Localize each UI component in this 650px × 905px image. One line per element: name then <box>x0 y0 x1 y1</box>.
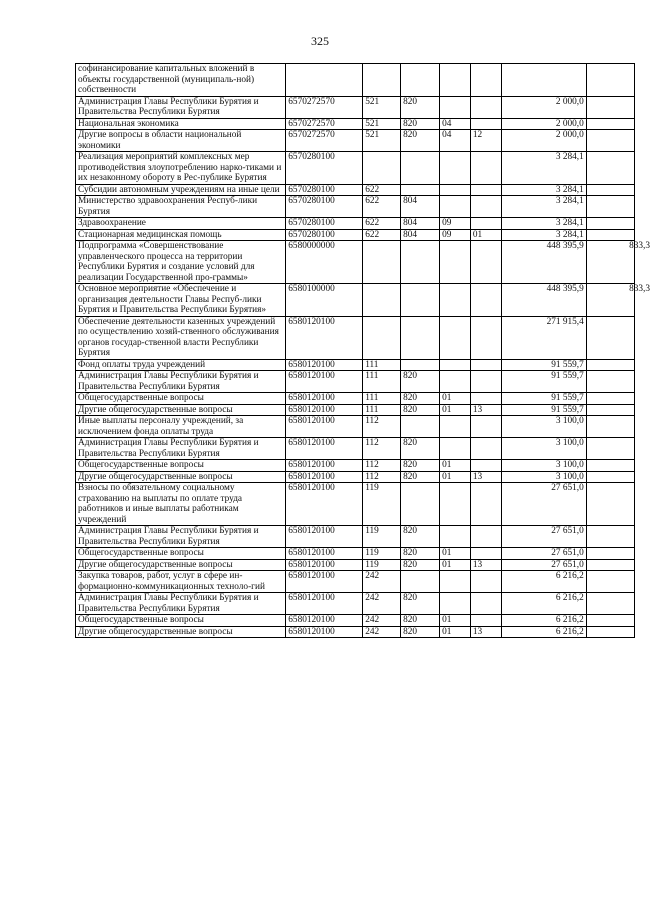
subsection-cell <box>470 184 501 196</box>
secondary-amount-cell <box>586 526 634 548</box>
department-code-cell: 820 <box>401 615 440 627</box>
section-cell: 01 <box>440 548 471 560</box>
subsection-cell <box>470 548 501 560</box>
table-row <box>76 371 635 393</box>
subsection-cell <box>470 393 501 405</box>
expense-type-cell: 119 <box>363 559 401 571</box>
expense-type-cell: 242 <box>363 615 401 627</box>
section-cell <box>440 483 471 526</box>
row-name-cell: Министерство здравоохранения Респуб-лики Бурятия <box>76 196 286 218</box>
amount-cell: 3 284,1 <box>501 152 586 185</box>
amount-cell: 2 000,0 <box>501 96 586 118</box>
amount-cell: 3 100,0 <box>501 460 586 472</box>
secondary-amount-cell <box>586 548 634 560</box>
expense-type-cell: 111 <box>363 359 401 371</box>
secondary-amount-cell <box>586 571 634 593</box>
section-cell <box>440 284 471 317</box>
section-cell: 04 <box>440 130 471 152</box>
target-article-cell: 6570280100 <box>286 229 363 241</box>
expense-type-cell: 521 <box>363 118 401 130</box>
department-code-cell: 820 <box>401 526 440 548</box>
table-row <box>76 96 635 118</box>
budget-table <box>75 63 650 638</box>
section-cell: 04 <box>440 118 471 130</box>
table-row <box>76 218 635 230</box>
table-row <box>76 393 635 405</box>
secondary-amount-cell <box>586 626 634 638</box>
expense-type-cell: 119 <box>363 548 401 560</box>
secondary-amount-cell <box>586 483 634 526</box>
section-cell: 01 <box>440 460 471 472</box>
amount-cell <box>501 64 586 97</box>
section-cell <box>440 184 471 196</box>
target-article-cell: 6580120100 <box>286 571 363 593</box>
expense-type-cell: 242 <box>363 571 401 593</box>
target-article-cell: 6580000000 <box>286 241 363 284</box>
row-name-cell: Администрация Главы Республики Бурятия и Правительства Республики Бурятия <box>76 526 286 548</box>
target-article-cell <box>286 64 363 97</box>
table-row <box>76 416 635 438</box>
row-name-cell: Здравоохранение <box>76 218 286 230</box>
amount-cell: 3 100,0 <box>501 471 586 483</box>
expense-type-cell: 112 <box>363 460 401 472</box>
secondary-amount-cell <box>586 96 634 118</box>
row-name-cell: Другие общегосударственные вопросы <box>76 559 286 571</box>
section-cell: 01 <box>440 559 471 571</box>
department-code-cell <box>401 184 440 196</box>
amount-cell: 6 216,2 <box>501 593 586 615</box>
department-code-cell <box>401 483 440 526</box>
secondary-amount: 833,3 <box>629 241 650 251</box>
target-article-cell: 6580120100 <box>286 526 363 548</box>
secondary-amount-cell <box>586 284 650 317</box>
secondary-amount-cell <box>586 393 634 405</box>
department-code-cell <box>401 359 440 371</box>
subsection-cell: 12 <box>470 130 501 152</box>
target-article-cell: 6570280100 <box>286 196 363 218</box>
department-code-cell: 820 <box>401 548 440 560</box>
target-article-cell: 6580120100 <box>286 404 363 416</box>
expense-type-cell <box>363 284 401 317</box>
subsection-cell: 01 <box>470 229 501 241</box>
row-name-cell: Фонд оплаты труда учреждений <box>76 359 286 371</box>
table-row <box>76 152 635 185</box>
amount-cell: 6 216,2 <box>501 571 586 593</box>
table-row <box>76 471 635 483</box>
department-code-cell: 820 <box>401 593 440 615</box>
subsection-cell <box>470 526 501 548</box>
section-cell: 09 <box>440 218 471 230</box>
section-cell <box>440 241 471 284</box>
amount-cell: 3 284,1 <box>501 196 586 218</box>
subsection-cell <box>470 371 501 393</box>
row-name-cell: Администрация Главы Республики Бурятия и Правительства Республики Бурятия <box>76 96 286 118</box>
subsection-cell <box>470 483 501 526</box>
section-cell <box>440 416 471 438</box>
expense-type-cell: 111 <box>363 404 401 416</box>
amount-cell: 3 284,1 <box>501 218 586 230</box>
expense-type-cell: 112 <box>363 416 401 438</box>
row-name-cell: Общегосударственные вопросы <box>76 460 286 472</box>
amount-cell: 3 100,0 <box>501 416 586 438</box>
department-code-cell: 820 <box>401 393 440 405</box>
subsection-cell <box>470 460 501 472</box>
target-article-cell: 6570272570 <box>286 130 363 152</box>
table-row <box>76 64 635 97</box>
target-article-cell: 6580120100 <box>286 593 363 615</box>
amount-cell: 2 000,0 <box>501 130 586 152</box>
row-name-cell: Взносы по обязательному социальному страхованию на выплаты по оплате труда работников и иные выплаты работникам учреждений <box>76 483 286 526</box>
secondary-amount-cell <box>586 416 634 438</box>
row-name-cell: Стационарная медицинская помощь <box>76 229 286 241</box>
row-name-cell: Реализация мероприятий комплексных мер противодействия злоупотреблению нарко-тиками и их незаконному обороту в Рес-публике Бурятия <box>76 152 286 185</box>
secondary-amount-cell <box>586 218 634 230</box>
amount-cell: 27 651,0 <box>501 559 586 571</box>
department-code-cell: 820 <box>401 371 440 393</box>
department-code-cell: 820 <box>401 460 440 472</box>
amount-cell: 91 559,7 <box>501 393 586 405</box>
section-cell <box>440 438 471 460</box>
row-name-cell: Подпрограмма «Совершенствование управленческого процесса на территории Республики Бурятия и создание условий для реализации Государственной про-граммы» <box>76 241 286 284</box>
subsection-cell <box>470 241 501 284</box>
subsection-cell <box>470 218 501 230</box>
table-row <box>76 571 635 593</box>
row-name-cell: Другие вопросы в области национальной экономики <box>76 130 286 152</box>
table-row <box>76 548 635 560</box>
row-name-cell: Общегосударственные вопросы <box>76 548 286 560</box>
department-code-cell <box>401 241 440 284</box>
department-code-cell <box>401 152 440 185</box>
subsection-cell <box>470 593 501 615</box>
expense-type-cell: 111 <box>363 393 401 405</box>
section-cell <box>440 526 471 548</box>
page-number: 325 <box>311 34 329 48</box>
table-row <box>76 118 635 130</box>
department-code-cell: 820 <box>401 559 440 571</box>
row-name-cell: Администрация Главы Республики Бурятия и Правительства Республики Бурятия <box>76 438 286 460</box>
target-article-cell: 6580120100 <box>286 559 363 571</box>
target-article-cell: 6570272570 <box>286 96 363 118</box>
secondary-amount-cell <box>586 196 634 218</box>
section-cell <box>440 593 471 615</box>
row-name-cell: Администрация Главы Республики Бурятия и Правительства Республики Бурятия <box>76 371 286 393</box>
secondary-amount-cell <box>586 152 634 185</box>
row-name-cell: Иные выплаты персоналу учреждений, за исключением фонда оплаты труда <box>76 416 286 438</box>
subsection-cell <box>470 118 501 130</box>
section-cell: 01 <box>440 471 471 483</box>
section-cell <box>440 371 471 393</box>
target-article-cell: 6580120100 <box>286 438 363 460</box>
expense-type-cell <box>363 316 401 359</box>
target-article-cell: 6580100000 <box>286 284 363 317</box>
section-cell <box>440 64 471 97</box>
secondary-amount-cell <box>586 593 634 615</box>
section-cell: 09 <box>440 229 471 241</box>
expense-type-cell <box>363 241 401 284</box>
subsection-cell <box>470 316 501 359</box>
subsection-cell <box>470 64 501 97</box>
target-article-cell: 6580120100 <box>286 460 363 472</box>
target-article-cell: 6570272570 <box>286 118 363 130</box>
target-article-cell: 6580120100 <box>286 316 363 359</box>
amount-cell: 3 100,0 <box>501 438 586 460</box>
expense-type-cell: 521 <box>363 96 401 118</box>
table-row <box>76 196 635 218</box>
department-code-cell: 820 <box>401 96 440 118</box>
amount-cell: 91 559,7 <box>501 359 586 371</box>
row-name-cell: Обеспечение деятельности казенных учреждений по осуществлению хозяй-ственного обслуживания органов государ-ственной власти Республики Бурятия <box>76 316 286 359</box>
section-cell <box>440 316 471 359</box>
department-code-cell: 804 <box>401 196 440 218</box>
secondary-amount-cell <box>586 371 634 393</box>
secondary-amount-cell <box>586 118 634 130</box>
subsection-cell: 13 <box>470 626 501 638</box>
expense-type-cell: 622 <box>363 184 401 196</box>
target-article-cell: 6580120100 <box>286 471 363 483</box>
amount-cell: 91 559,7 <box>501 371 586 393</box>
table-row <box>76 438 635 460</box>
department-code-cell <box>401 416 440 438</box>
target-article-cell: 6580120100 <box>286 359 363 371</box>
expense-type-cell: 242 <box>363 626 401 638</box>
amount-cell: 448 395,9 <box>501 284 586 317</box>
table-row <box>76 615 635 627</box>
subsection-cell <box>470 615 501 627</box>
target-article-cell: 6570280100 <box>286 218 363 230</box>
section-cell: 01 <box>440 393 471 405</box>
section-cell: 01 <box>440 626 471 638</box>
department-code-cell: 804 <box>401 218 440 230</box>
table-row <box>76 229 635 241</box>
section-cell <box>440 196 471 218</box>
expense-type-cell: 112 <box>363 438 401 460</box>
secondary-amount-cell <box>586 471 634 483</box>
expense-type-cell: 119 <box>363 526 401 548</box>
target-article-cell: 6580120100 <box>286 416 363 438</box>
row-name-cell: Администрация Главы Республики Бурятия и Правительства Республики Бурятия <box>76 593 286 615</box>
row-name-cell: Общегосударственные вопросы <box>76 615 286 627</box>
secondary-amount-cell <box>586 438 634 460</box>
secondary-amount-cell <box>586 615 634 627</box>
secondary-amount-cell <box>586 460 634 472</box>
table-row <box>76 359 635 371</box>
amount-cell: 27 651,0 <box>501 483 586 526</box>
table-row <box>76 483 635 526</box>
row-name-cell: Другие общегосударственные вопросы <box>76 404 286 416</box>
section-cell: 01 <box>440 615 471 627</box>
secondary-amount-cell <box>586 130 634 152</box>
subsection-cell <box>470 152 501 185</box>
amount-cell: 3 284,1 <box>501 184 586 196</box>
target-article-cell: 6570280100 <box>286 152 363 185</box>
section-cell <box>440 359 471 371</box>
section-cell <box>440 571 471 593</box>
table-row <box>76 316 635 359</box>
department-code-cell: 820 <box>401 118 440 130</box>
target-article-cell: 6580120100 <box>286 393 363 405</box>
amount-cell: 271 915,4 <box>501 316 586 359</box>
subsection-cell <box>470 571 501 593</box>
expense-type-cell: 119 <box>363 483 401 526</box>
secondary-amount-cell <box>586 229 634 241</box>
department-code-cell: 804 <box>401 229 440 241</box>
expense-type-cell: 242 <box>363 593 401 615</box>
expense-type-cell: 521 <box>363 130 401 152</box>
target-article-cell: 6580120100 <box>286 371 363 393</box>
subsection-cell <box>470 196 501 218</box>
secondary-amount-cell <box>586 184 634 196</box>
target-article-cell: 6570280100 <box>286 184 363 196</box>
expense-type-cell: 112 <box>363 471 401 483</box>
subsection-cell <box>470 416 501 438</box>
target-article-cell: 6580120100 <box>286 626 363 638</box>
secondary-amount-cell <box>586 359 634 371</box>
table-row <box>76 130 635 152</box>
budget-table-body <box>76 64 650 638</box>
table-row <box>76 184 635 196</box>
amount-cell: 448 395,9 <box>501 241 586 284</box>
expense-type-cell: 622 <box>363 196 401 218</box>
row-name-cell: Национальная экономика <box>76 118 286 130</box>
table-row <box>76 460 635 472</box>
row-name-cell: Закупка товаров, работ, услуг в сфере ин-формационно-коммуникационных техноло-гий <box>76 571 286 593</box>
department-code-cell: 820 <box>401 404 440 416</box>
row-name-cell: Общегосударственные вопросы <box>76 393 286 405</box>
subsection-cell <box>470 284 501 317</box>
department-code-cell <box>401 64 440 97</box>
section-cell <box>440 96 471 118</box>
amount-cell: 3 284,1 <box>501 229 586 241</box>
table-row <box>76 284 635 317</box>
table-row <box>76 626 635 638</box>
row-name-cell: софинансирование капитальных вложений в объекты государственной (муниципаль-ной) собственности <box>76 64 286 97</box>
row-name-cell: Другие общегосударственные вопросы <box>76 471 286 483</box>
amount-cell: 2 000,0 <box>501 118 586 130</box>
row-name-cell: Субсидии автономным учреждениям на иные цели <box>76 184 286 196</box>
table-row <box>76 404 635 416</box>
department-code-cell: 820 <box>401 626 440 638</box>
subsection-cell <box>470 438 501 460</box>
table-row <box>76 593 635 615</box>
expense-type-cell: 622 <box>363 229 401 241</box>
row-name-cell: Основное мероприятие «Обеспечение и организация деятельности Главы Респуб-лики Бурятия и Правительства Республики Бурятия» <box>76 284 286 317</box>
section-cell: 01 <box>440 404 471 416</box>
row-name-cell: Другие общегосударственные вопросы <box>76 626 286 638</box>
subsection-cell: 13 <box>470 404 501 416</box>
department-code-cell: 820 <box>401 471 440 483</box>
expense-type-cell <box>363 152 401 185</box>
subsection-cell <box>470 96 501 118</box>
table-row <box>76 241 635 284</box>
amount-cell: 27 651,0 <box>501 548 586 560</box>
secondary-amount-cell <box>586 316 634 359</box>
secondary-amount-cell <box>586 404 634 416</box>
department-code-cell <box>401 316 440 359</box>
subsection-cell <box>470 359 501 371</box>
amount-cell: 6 216,2 <box>501 626 586 638</box>
secondary-amount-cell <box>586 241 650 284</box>
target-article-cell: 6580120100 <box>286 548 363 560</box>
department-code-cell <box>401 571 440 593</box>
subsection-cell: 13 <box>470 559 501 571</box>
secondary-amount-cell <box>586 64 634 97</box>
amount-cell: 91 559,7 <box>501 404 586 416</box>
table-row <box>76 559 635 571</box>
subsection-cell: 13 <box>470 471 501 483</box>
expense-type-cell: 111 <box>363 371 401 393</box>
expense-type-cell <box>363 64 401 97</box>
department-code-cell: 820 <box>401 130 440 152</box>
amount-cell: 27 651,0 <box>501 526 586 548</box>
department-code-cell: 820 <box>401 438 440 460</box>
target-article-cell: 6580120100 <box>286 483 363 526</box>
target-article-cell: 6580120100 <box>286 615 363 627</box>
secondary-amount-cell <box>586 559 634 571</box>
secondary-amount: 833,3 <box>629 284 650 294</box>
section-cell <box>440 152 471 185</box>
amount-cell: 6 216,2 <box>501 615 586 627</box>
table-row <box>76 526 635 548</box>
department-code-cell <box>401 284 440 317</box>
expense-type-cell: 622 <box>363 218 401 230</box>
